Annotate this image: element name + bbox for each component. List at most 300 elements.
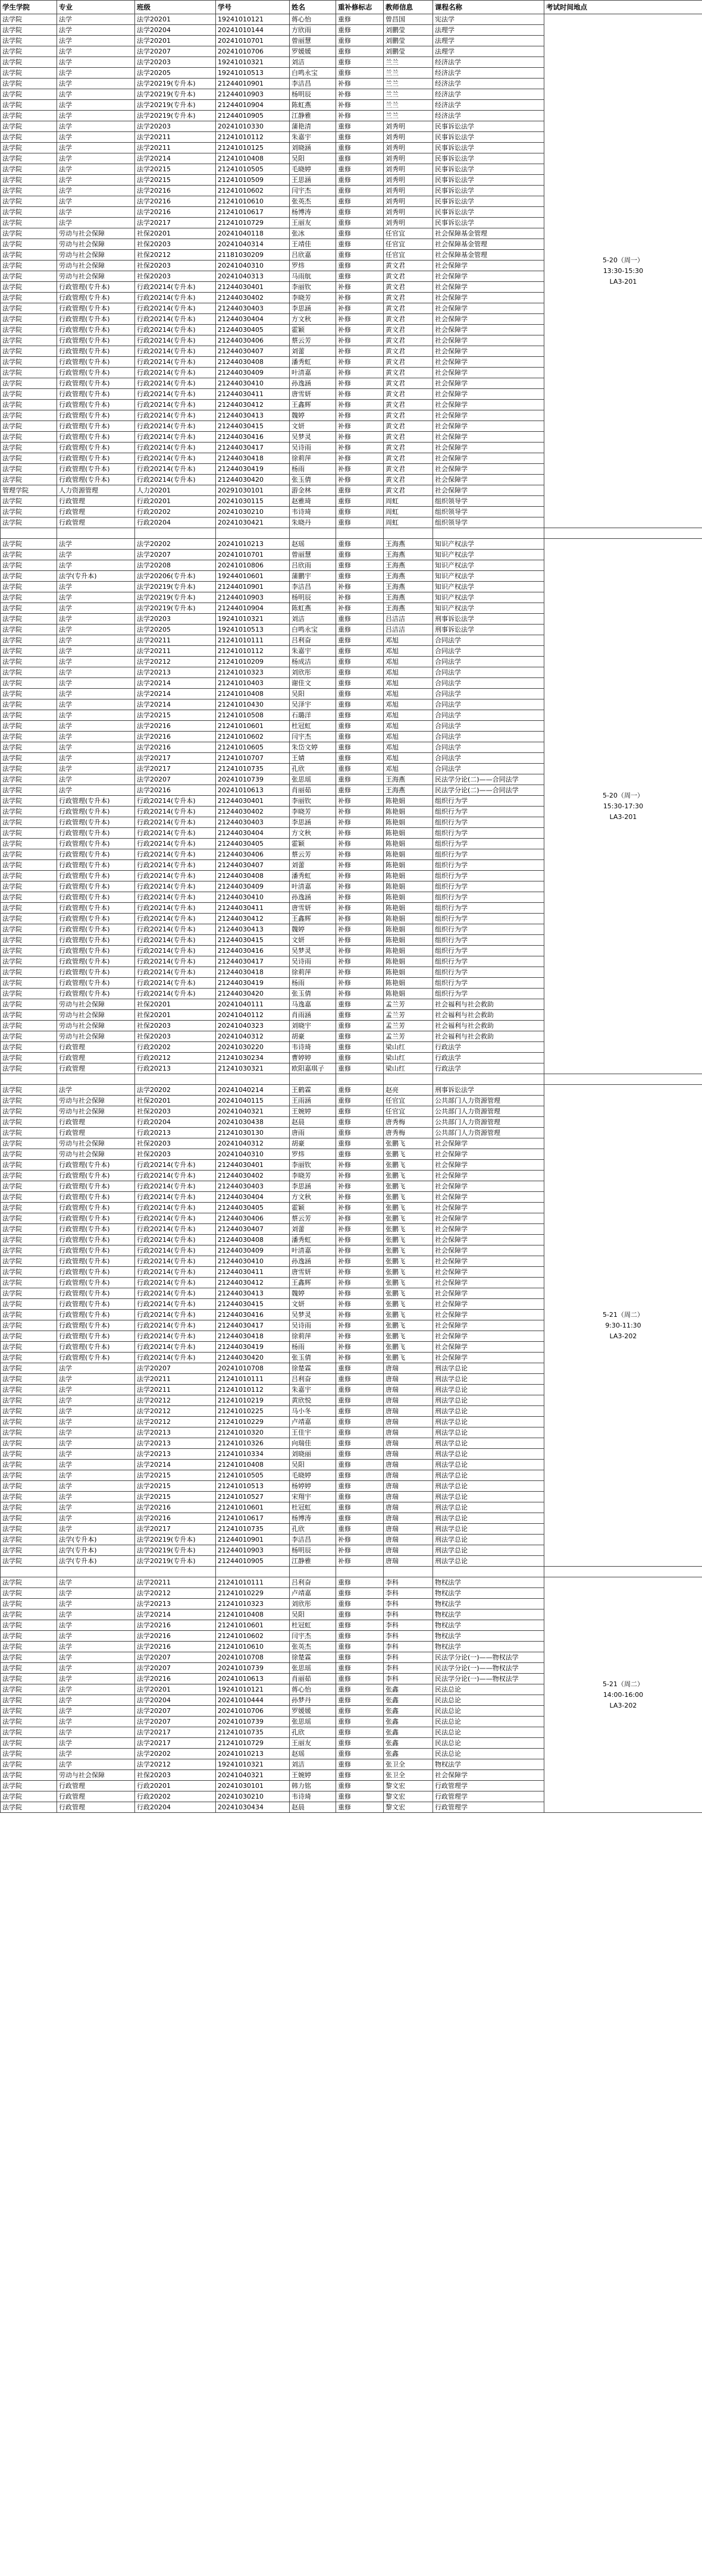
retake-flag-cell: 补修 — [336, 400, 384, 410]
class-cell: 法学20219(专升本) — [135, 582, 216, 592]
course-cell: 社会保障学 — [433, 335, 544, 346]
header-cell: 考试时间地点 — [544, 1, 702, 14]
class-cell: 社保20203 — [135, 1149, 216, 1160]
teacher-cell: 李科 — [384, 1609, 433, 1620]
course-cell: 社会保障学 — [433, 293, 544, 303]
retake-flag-cell: 重修 — [336, 614, 384, 625]
retake-flag-cell: 重修 — [336, 1063, 384, 1074]
major-cell: 行政管理(专升本) — [57, 293, 135, 303]
name-cell: 李思涵 — [290, 817, 336, 828]
retake-flag-cell: 补修 — [336, 946, 384, 956]
school-cell: 法学院 — [1, 1438, 57, 1449]
student-id-cell: 21241010320 — [216, 1427, 290, 1438]
course-cell: 社会保障学 — [433, 443, 544, 453]
teacher-cell: 陈艳娟 — [384, 828, 433, 839]
retake-flag-cell: 补修 — [336, 335, 384, 346]
school-cell: 法学院 — [1, 1117, 57, 1128]
retake-flag-cell: 补修 — [336, 1160, 384, 1171]
major-cell: 法学 — [57, 1427, 135, 1438]
teacher-cell: 张鹏飞 — [384, 1149, 433, 1160]
class-cell: 行政20214(专升本) — [135, 1299, 216, 1310]
course-cell: 社会保障学 — [433, 453, 544, 464]
course-cell: 社会保障学 — [433, 357, 544, 368]
name-cell: 陈虹燕 — [290, 603, 336, 614]
major-cell: 法学(专升本) — [57, 1535, 135, 1545]
course-cell: 行政管理学 — [433, 1791, 544, 1802]
major-cell: 法学 — [57, 57, 135, 68]
retake-flag-cell: 补修 — [336, 796, 384, 807]
school-cell: 法学院 — [1, 614, 57, 625]
school-cell: 法学院 — [1, 582, 57, 592]
name-cell: 王雨涵 — [290, 1096, 336, 1106]
course-cell: 社会保障学 — [433, 1181, 544, 1192]
class-cell: 行政20214(专升本) — [135, 935, 216, 946]
school-cell: 法学院 — [1, 903, 57, 914]
school-cell: 法学院 — [1, 646, 57, 657]
retake-flag-cell: 重修 — [336, 153, 384, 164]
name-cell: 孔欣 — [290, 1524, 336, 1535]
retake-flag-cell: 重修 — [336, 1727, 384, 1738]
class-cell: 法学20204 — [135, 1695, 216, 1706]
major-cell: 法学 — [57, 1524, 135, 1535]
name-cell: 杨雨 — [290, 1342, 336, 1353]
student-id-cell: 21244030405 — [216, 325, 290, 335]
name-cell: 刘蕾 — [290, 860, 336, 871]
name-cell: 肖丽茹 — [290, 785, 336, 796]
course-cell: 社会保障学 — [433, 1288, 544, 1299]
retake-flag-cell: 重修 — [336, 1449, 384, 1460]
name-cell: 王婧 — [290, 753, 336, 764]
student-id-cell: 21244010903 — [216, 89, 290, 100]
class-cell: 法学20216 — [135, 1502, 216, 1513]
group-separator-row — [1, 528, 702, 539]
teacher-cell: 唐瑞 — [384, 1545, 433, 1556]
name-cell: 魏婷 — [290, 1288, 336, 1299]
student-id-cell: 20241010706 — [216, 1706, 290, 1717]
class-cell: 社保20203 — [135, 1031, 216, 1042]
student-id-cell: 21244030404 — [216, 1192, 290, 1203]
class-cell: 行政20213 — [135, 1128, 216, 1138]
class-cell: 行政20214(专升本) — [135, 807, 216, 817]
retake-flag-cell: 重修 — [336, 485, 384, 496]
course-cell: 组织行为学 — [433, 796, 544, 807]
teacher-cell: 赵亮 — [384, 1085, 433, 1096]
retake-flag-cell: 重修 — [336, 742, 384, 753]
retake-flag-cell: 补修 — [336, 592, 384, 603]
teacher-cell: 黄文君 — [384, 485, 433, 496]
class-cell: 法学20212 — [135, 657, 216, 667]
empty-cell — [57, 1567, 135, 1577]
course-cell: 社会保障学 — [433, 1310, 544, 1320]
retake-flag-cell: 重修 — [336, 239, 384, 250]
school-cell: 法学院 — [1, 1256, 57, 1267]
teacher-cell: 陈艳娟 — [384, 817, 433, 828]
course-cell: 组织行为学 — [433, 817, 544, 828]
name-cell: 马逸嘉 — [290, 999, 336, 1010]
major-cell: 行政管理(专升本) — [57, 839, 135, 849]
name-cell: 吴梦灵 — [290, 1310, 336, 1320]
teacher-cell: 张鹏飞 — [384, 1224, 433, 1235]
name-cell: 石璐洋 — [290, 710, 336, 721]
school-cell: 法学院 — [1, 849, 57, 860]
class-cell: 法学20203 — [135, 121, 216, 132]
course-cell: 刑事诉讼法学 — [433, 1085, 544, 1096]
name-cell: 徐莉萍 — [290, 1331, 336, 1342]
major-cell: 劳动与社会保障 — [57, 1106, 135, 1117]
student-id-cell: 20241040312 — [216, 1138, 290, 1149]
school-cell: 法学院 — [1, 550, 57, 560]
class-cell: 法学20214 — [135, 678, 216, 689]
empty-cell — [57, 1074, 135, 1085]
major-cell: 行政管理 — [57, 1053, 135, 1063]
major-cell: 行政管理(专升本) — [57, 989, 135, 999]
header-cell: 学生学院 — [1, 1, 57, 14]
name-cell: 王鑫辉 — [290, 914, 336, 924]
teacher-cell: 陈艳娟 — [384, 935, 433, 946]
teacher-cell: 张鹏飞 — [384, 1299, 433, 1310]
class-cell: 法学20211 — [135, 1385, 216, 1395]
teacher-cell: 刘秀明 — [384, 196, 433, 207]
course-cell: 民法总论 — [433, 1695, 544, 1706]
school-cell: 法学院 — [1, 1320, 57, 1331]
name-cell: 王鑫辉 — [290, 1278, 336, 1288]
teacher-cell: 李科 — [384, 1599, 433, 1609]
major-cell: 行政管理(专升本) — [57, 378, 135, 389]
course-cell: 刑法学总论 — [433, 1449, 544, 1460]
student-id-cell: 20241040115 — [216, 1096, 290, 1106]
name-cell: 赵瑶 — [290, 1749, 336, 1759]
student-id-cell: 21244030419 — [216, 978, 290, 989]
retake-flag-cell: 补修 — [336, 1213, 384, 1224]
retake-flag-cell: 补修 — [336, 346, 384, 357]
major-cell: 行政管理 — [57, 507, 135, 517]
major-cell: 法学 — [57, 539, 135, 550]
student-id-cell: 21244030409 — [216, 881, 290, 892]
empty-cell — [544, 1074, 702, 1085]
retake-flag-cell: 重修 — [336, 1684, 384, 1695]
exam-time-location-cell: 5-20（周一） 13:30-15:30 LA3-201 — [544, 14, 702, 528]
class-cell: 行政20214(专升本) — [135, 903, 216, 914]
course-cell: 民事诉讼法学 — [433, 132, 544, 143]
teacher-cell: 张鹏飞 — [384, 1235, 433, 1245]
name-cell: 蔡云芳 — [290, 1213, 336, 1224]
class-cell: 社保20212 — [135, 250, 216, 261]
student-id-cell: 21241010229 — [216, 1588, 290, 1599]
retake-flag-cell: 补修 — [336, 1181, 384, 1192]
student-id-cell: 21244030405 — [216, 839, 290, 849]
student-id-cell: 21241030234 — [216, 1053, 290, 1063]
teacher-cell: 李科 — [384, 1620, 433, 1631]
class-cell: 法学20211 — [135, 143, 216, 153]
student-id-cell: 21244030416 — [216, 1310, 290, 1320]
student-id-cell: 19241010321 — [216, 1759, 290, 1770]
empty-cell — [384, 1567, 433, 1577]
major-cell: 法学 — [57, 732, 135, 742]
course-cell: 行政法学 — [433, 1063, 544, 1074]
group-separator-row — [1, 1567, 702, 1577]
name-cell: 杨明辰 — [290, 89, 336, 100]
major-cell: 行政管理(专升本) — [57, 1288, 135, 1299]
course-cell: 社会保障学 — [433, 1267, 544, 1278]
class-cell: 行政20214(专升本) — [135, 303, 216, 314]
course-cell: 民事诉讼法学 — [433, 164, 544, 175]
major-cell: 法学 — [57, 46, 135, 57]
course-cell: 社会保障学 — [433, 261, 544, 271]
name-cell: 李丽钦 — [290, 1160, 336, 1171]
retake-flag-cell: 重修 — [336, 25, 384, 36]
retake-flag-cell: 重修 — [336, 271, 384, 282]
major-cell: 行政管理(专升本) — [57, 1245, 135, 1256]
school-cell: 法学院 — [1, 303, 57, 314]
school-cell: 法学院 — [1, 1781, 57, 1791]
retake-flag-cell: 重修 — [336, 196, 384, 207]
name-cell: 蒋心怡 — [290, 14, 336, 25]
student-id-cell: 20241030438 — [216, 1117, 290, 1128]
name-cell: 吕欣嘉 — [290, 250, 336, 261]
major-cell: 行政管理(专升本) — [57, 1278, 135, 1288]
teacher-cell: 唐瑞 — [384, 1427, 433, 1438]
major-cell: 法学 — [57, 635, 135, 646]
retake-flag-cell: 补修 — [336, 464, 384, 475]
student-id-cell: 20241030434 — [216, 1802, 290, 1813]
empty-cell — [384, 1074, 433, 1085]
name-cell: 杜冠虹 — [290, 721, 336, 732]
retake-flag-cell: 重修 — [336, 1010, 384, 1021]
major-cell: 法学 — [57, 1460, 135, 1470]
name-cell: 张玉倩 — [290, 1353, 336, 1363]
retake-flag-cell: 重修 — [336, 1631, 384, 1642]
class-cell: 行政20214(专升本) — [135, 357, 216, 368]
retake-flag-cell: 重修 — [336, 1374, 384, 1385]
retake-flag-cell: 重修 — [336, 1460, 384, 1470]
student-id-cell: 21241010610 — [216, 196, 290, 207]
student-id-cell: 21244010901 — [216, 582, 290, 592]
name-cell: 朱岱文婷 — [290, 742, 336, 753]
major-cell: 法学 — [57, 1492, 135, 1502]
school-cell: 法学院 — [1, 839, 57, 849]
retake-flag-cell: 重修 — [336, 186, 384, 196]
school-cell: 法学院 — [1, 368, 57, 378]
course-cell: 公共部门人力资源管理 — [433, 1128, 544, 1138]
class-cell: 行政20204 — [135, 1117, 216, 1128]
empty-cell — [135, 528, 216, 539]
school-cell: 法学院 — [1, 1128, 57, 1138]
major-cell: 法学 — [57, 79, 135, 89]
class-cell: 行政20214(专升本) — [135, 881, 216, 892]
major-cell: 行政管理(专升本) — [57, 1181, 135, 1192]
retake-flag-cell: 补修 — [336, 967, 384, 978]
teacher-cell: 刘鹏莹 — [384, 46, 433, 57]
teacher-cell: 周虹 — [384, 517, 433, 528]
teacher-cell: 唐瑞 — [384, 1460, 433, 1470]
course-cell: 合同法学 — [433, 635, 544, 646]
class-cell: 行政20214(专升本) — [135, 1267, 216, 1278]
student-id-cell: 20241040313 — [216, 271, 290, 282]
retake-flag-cell: 补修 — [336, 1535, 384, 1545]
teacher-cell: 黎文宏 — [384, 1791, 433, 1802]
retake-flag-cell: 重修 — [336, 1031, 384, 1042]
course-cell: 民事诉讼法学 — [433, 153, 544, 164]
school-cell: 法学院 — [1, 560, 57, 571]
school-cell: 法学院 — [1, 732, 57, 742]
student-id-cell: 19241010321 — [216, 614, 290, 625]
teacher-cell: 黄文君 — [384, 378, 433, 389]
retake-flag-cell: 重修 — [336, 507, 384, 517]
class-cell: 行政20214(专升本) — [135, 1310, 216, 1320]
class-cell: 行政20214(专升本) — [135, 989, 216, 999]
course-cell: 物权法学 — [433, 1577, 544, 1588]
student-id-cell: 21241010408 — [216, 1609, 290, 1620]
teacher-cell: 陈艳娟 — [384, 871, 433, 881]
retake-flag-cell: 补修 — [336, 1245, 384, 1256]
name-cell: 刘洁 — [290, 614, 336, 625]
teacher-cell: 张鹏飞 — [384, 1288, 433, 1299]
course-cell: 行政法学 — [433, 1053, 544, 1063]
course-cell: 组织行为学 — [433, 839, 544, 849]
teacher-cell: 黄文君 — [384, 410, 433, 421]
retake-flag-cell: 重修 — [336, 1385, 384, 1395]
school-cell: 法学院 — [1, 475, 57, 485]
major-cell: 行政管理(专升本) — [57, 357, 135, 368]
retake-flag-cell: 重修 — [336, 57, 384, 68]
class-cell: 法学20207 — [135, 1652, 216, 1663]
student-id-cell: 21244030417 — [216, 443, 290, 453]
school-cell: 法学院 — [1, 1449, 57, 1460]
student-id-cell: 21241010326 — [216, 1438, 290, 1449]
major-cell: 行政管理(专升本) — [57, 967, 135, 978]
teacher-cell: 张鑫 — [384, 1727, 433, 1738]
retake-flag-cell: 重修 — [336, 1470, 384, 1481]
course-cell: 公共部门人力资源管理 — [433, 1096, 544, 1106]
teacher-cell: 张鑫 — [384, 1717, 433, 1727]
course-cell: 组织领导学 — [433, 496, 544, 507]
name-cell: 游金林 — [290, 485, 336, 496]
name-cell: 王鹤霖 — [290, 1085, 336, 1096]
class-cell: 法学20207 — [135, 46, 216, 57]
school-cell: 法学院 — [1, 271, 57, 282]
student-id-cell: 21244030402 — [216, 807, 290, 817]
teacher-cell: 张鹏飞 — [384, 1278, 433, 1288]
name-cell: 潘秀虹 — [290, 1235, 336, 1245]
class-cell: 社保20201 — [135, 228, 216, 239]
school-cell: 法学院 — [1, 346, 57, 357]
school-cell: 法学院 — [1, 335, 57, 346]
retake-flag-cell: 补修 — [336, 1235, 384, 1245]
class-cell: 法学20216 — [135, 186, 216, 196]
retake-flag-cell: 重修 — [336, 678, 384, 689]
teacher-cell: 邓旭 — [384, 657, 433, 667]
major-cell: 法学 — [57, 1599, 135, 1609]
name-cell: 张思瑶 — [290, 1663, 336, 1674]
teacher-cell: 邓旭 — [384, 753, 433, 764]
empty-cell — [336, 528, 384, 539]
school-cell: 法学院 — [1, 1620, 57, 1631]
teacher-cell: 邓旭 — [384, 764, 433, 774]
student-id-cell: 20241010706 — [216, 46, 290, 57]
class-cell: 法学20216 — [135, 1674, 216, 1684]
student-id-cell: 21241010527 — [216, 1492, 290, 1502]
major-cell: 法学 — [57, 1695, 135, 1706]
name-cell: 吴阳 — [290, 689, 336, 699]
school-cell: 法学院 — [1, 1706, 57, 1717]
course-cell: 组织行为学 — [433, 989, 544, 999]
name-cell: 朱晓丹 — [290, 517, 336, 528]
teacher-cell: 唐瑞 — [384, 1524, 433, 1535]
retake-flag-cell: 重修 — [336, 14, 384, 25]
class-cell: 法学20213 — [135, 667, 216, 678]
header-cell: 班级 — [135, 1, 216, 14]
major-cell: 法学 — [57, 603, 135, 614]
student-id-cell: 21244030401 — [216, 282, 290, 293]
student-id-cell: 21241010602 — [216, 186, 290, 196]
teacher-cell: 黄文君 — [384, 421, 433, 432]
course-cell: 社会保障学 — [433, 1235, 544, 1245]
name-cell: 王丽友 — [290, 1738, 336, 1749]
name-cell: 杨明辰 — [290, 1545, 336, 1556]
school-cell: 法学院 — [1, 1802, 57, 1813]
empty-cell — [433, 528, 544, 539]
major-cell: 法学(专升本) — [57, 1545, 135, 1556]
course-cell: 组织行为学 — [433, 914, 544, 924]
name-cell: 曾丽慧 — [290, 550, 336, 560]
teacher-cell: 王海燕 — [384, 603, 433, 614]
major-cell: 行政管理(专升本) — [57, 303, 135, 314]
name-cell: 李晓芳 — [290, 293, 336, 303]
major-cell: 行政管理(专升本) — [57, 1235, 135, 1245]
name-cell: 杨博涛 — [290, 207, 336, 218]
student-id-cell: 20241010213 — [216, 1749, 290, 1759]
school-cell: 法学院 — [1, 400, 57, 410]
course-cell: 民法学分论(二)——合同法学 — [433, 774, 544, 785]
name-cell: 吴梦灵 — [290, 946, 336, 956]
retake-flag-cell: 重修 — [336, 1128, 384, 1138]
empty-cell — [216, 528, 290, 539]
major-cell: 法学 — [57, 753, 135, 764]
class-cell: 行政20214(专升本) — [135, 967, 216, 978]
course-cell: 社会保障学 — [433, 421, 544, 432]
major-cell: 行政管理 — [57, 1802, 135, 1813]
course-cell: 知识产权法学 — [433, 550, 544, 560]
teacher-cell: 陈艳娟 — [384, 967, 433, 978]
student-id-cell: 20241010330 — [216, 121, 290, 132]
teacher-cell: 刘鹏莹 — [384, 25, 433, 36]
school-cell: 法学院 — [1, 1545, 57, 1556]
major-cell: 劳动与社会保障 — [57, 1010, 135, 1021]
student-id-cell: 20241010701 — [216, 550, 290, 560]
teacher-cell: 刘秀明 — [384, 164, 433, 175]
name-cell: 杨雨 — [290, 978, 336, 989]
major-cell: 行政管理(专升本) — [57, 881, 135, 892]
retake-flag-cell: 重修 — [336, 753, 384, 764]
school-cell: 法学院 — [1, 1588, 57, 1599]
school-cell: 法学院 — [1, 453, 57, 464]
course-cell: 物权法学 — [433, 1759, 544, 1770]
school-cell: 法学院 — [1, 186, 57, 196]
teacher-cell: 黄文君 — [384, 357, 433, 368]
course-cell: 刑事诉讼法学 — [433, 625, 544, 635]
major-cell: 法学 — [57, 25, 135, 36]
class-cell: 行政20214(专升本) — [135, 946, 216, 956]
retake-flag-cell: 重修 — [336, 1406, 384, 1417]
name-cell: 赵晨 — [290, 1802, 336, 1813]
class-cell: 法学20219(专升本) — [135, 79, 216, 89]
course-cell: 合同法学 — [433, 764, 544, 774]
teacher-cell: 王海燕 — [384, 571, 433, 582]
header-cell: 重补修标志 — [336, 1, 384, 14]
retake-flag-cell: 补修 — [336, 1320, 384, 1331]
major-cell: 行政管理(专升本) — [57, 1256, 135, 1267]
major-cell: 劳动与社会保障 — [57, 1138, 135, 1149]
